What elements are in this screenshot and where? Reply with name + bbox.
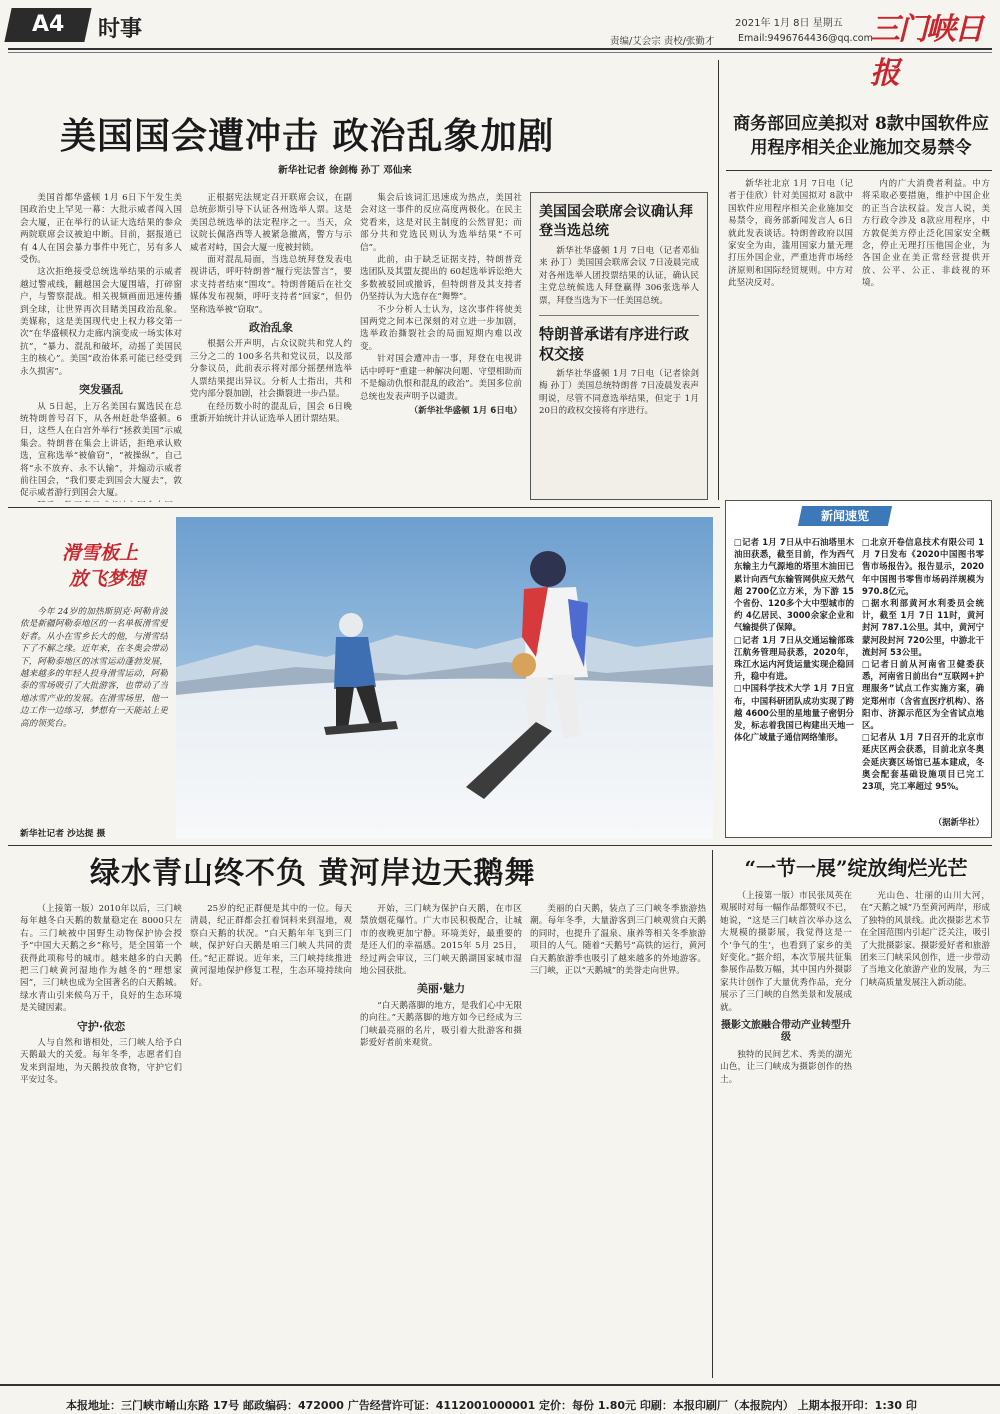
festival-column-1 <box>720 890 852 1374</box>
lead-column-1 <box>20 192 182 502</box>
commerce-column-1: 新华社北京 1月 7日电（记者于佳欣）针对美国拟对 8款中国软件应用程序相关企业施加交易禁令，商务部新闻发言人 6日就此发表谈话。特朗普政府以国家安全为由，滥用国家力量无理打压外国企业，严重违背市场经济原则和国际经贸规则。中方对此坚决反对。 <box>728 179 853 289</box>
paragraph: 开始，三门峡为保护白天鹅，在市区禁放烟花爆竹。广大市民积极配合，让城市的夜晚更加宁静。环境美好，最重要的是还人们的幸福感。2015年 5月 25日，经过两会审议，三门峡天鹅湖国家城市湿地公园获批。 <box>360 904 522 977</box>
paragraph: “白天鹅落脚的地方，是我们心中无限的向往。”天鹅落脚的地方如今已经成为三门峡最亮丽的名片，吸引着大批游客和摄影爱好者前来观赏。 <box>360 1000 522 1049</box>
editors-credit: 责编/艾会宗 责校/张勤才 <box>610 36 715 47</box>
subheading: 摄影文旅融合带动产业转型升级 <box>721 1020 851 1044</box>
column-divider <box>718 60 719 500</box>
swan-column-2 <box>190 903 352 1373</box>
sidebar-headline: 特朗普承诺有序进行政权交接 <box>539 325 690 364</box>
brief-item: □据水利部黄河水利委员会统计，截至 1月 7日 11时，黄河封河 787.1公里。其中，黄河宁蒙河段封河 720公里，中游北干流封河 53公里。 <box>862 598 984 657</box>
paragraph: 面对混乱局面，当选总统拜登发表电视讲话，呼吁特朗普“履行宪法誓言”，要求支持者结束“围攻”。特朗普随后在社交媒体发布视频，呼吁支持者“回家”，但仍坚称选举被“窃取”。 <box>190 255 352 315</box>
paragraph: （上接第一版）市民张凤英在观展时对每一幅作品都赞叹不已，她说，“这是三门峡首次举办这么大规模的摄影展，我觉得这是一个‘争气的生’，也看到了家乡的美好变化。”据介绍，本次节展共征集参展作品数万幅，其中国内外摄影家共计创作了大量优秀作品，充分展示了三门峡的自然美景和发展成就。 <box>720 891 852 1013</box>
lead-byline: 新华社记者 徐剑梅 孙丁 邓仙来 <box>278 165 412 176</box>
festival-column-2 <box>860 890 990 1374</box>
paragraph: 从 5日起，上万名美国右翼选民在总统特朗普号召下，从各州赶赴华盛顿。6日，这些人在白宫外举行“拯救美国”示威集会。特朗普在集会上讲话，拒绝承认败选，宣称选举“被偷窃”，“被操纵”，自己将“永不放弃、永不认输”，并煽动示威者前往国会，“我们要走到国会大厦去”，敦促示威者游行到国会大厦。 <box>20 401 182 499</box>
contact-email: Email:9496764436@qq.com <box>738 33 873 44</box>
paragraph: 独特的民间艺术、秀美的湖光山色，让三门峡成为摄影创作的热土。 <box>720 1049 852 1085</box>
paragraph: 针对国会遭冲击一事，拜登在电视讲话中呼吁“重建一种解决问题、守望相助而不是煽动仇恨和混乱的政治”。美国多位前总统也发表声明予以谴责。 <box>360 354 522 402</box>
feature-title-line: 滑雪板上 <box>61 542 138 564</box>
paragraph: 在经历数小时的混乱后，国会 6日晚重新开始统计并认证选举人团计票结果。 <box>190 401 352 424</box>
section-rule <box>8 845 992 846</box>
brief-item: □北京开卷信息技术有限公司 1月 7日发布《2020中国图书零售市场报告》。报告显示，2020年中国图书零售市场码洋规模为 970.8亿元。 <box>862 537 984 596</box>
feature-title <box>40 540 160 592</box>
swan-column-3 <box>360 903 522 1373</box>
sidebar-box <box>530 192 708 500</box>
commerce-column-2: 内的广大消费者利益。中方将采取必要措施，维护中国企业的正当合法权益。发言人说，美方行政令涉及 8款应用程序，中方敦促美方停止泛化国家安全概念，停止无理打压他国企业，为各国企业在美正常经营提供开放、公平、公正、非歧视的环境。 <box>862 179 990 289</box>
lead-headline: 美国国会遭冲击 政治乱象加剧 <box>60 115 555 157</box>
brief-item: □记者从 1月 7日召开的北京市延庆区两会获悉，目前北京冬奥会延庆赛区场馆已基本建成，冬奥会配套基础设施项目已完工 23项，完工率超过 95%。 <box>862 732 984 792</box>
lead-column-2 <box>190 192 352 502</box>
snowboard-photo-graphic <box>176 517 713 839</box>
swan-headline: 绿水青山终不负 黄河岸边天鹅舞 <box>90 856 536 891</box>
paragraph: 这次拒绝接受总统选举结果的示威者越过警戒线，翻越国会大厦围墙，打碎窗户，与警察混战。相关视频画面迅速传播到全球，让世界再次目睹美国政治乱象。美媒称，这是美国现代史上权力移交第一次“在华盛顿权力走廊内演变成一场实体对抗”，“暴力、混乱和破坏，动摇了美国民主的核心”。美国“政治体系可能已经受到永久损害”。 <box>20 267 182 377</box>
brief-item: □中国科学技术大学 1月 7日宣布，中国科研团队成功实现了跨越 4600公里的星地量子密钥分发，标志着我国已构建出天地一体化广域量子通信网络雏形。 <box>734 683 854 743</box>
subheading: 美丽·魅力 <box>416 982 466 996</box>
subheading: 突发骚乱 <box>79 383 123 397</box>
paragraph: 美丽的白天鹅，装点了三门峡冬季旅游热潮。每年冬季，大量游客到三门峡观赏白天鹅的同时，也提升了温泉、康养等相关冬季旅游项目的人气。随着“天鹅号”高铁的运行，黄河白天鹅旅游季也吸引了越来越多的外地游客。三门峡，正以“天鹅城”的美誉走向世界。 <box>530 904 706 977</box>
newspaper-logo: 三门峡日报 <box>870 12 982 91</box>
section-title: 时事 <box>98 17 143 42</box>
paragraph: 正根据宪法规定召开联席会议，在副总统彭斯引导下认证各州选举人票。这是美国总统选举的法定程序之一。当天，众议院长佩洛西等人被紧急撤离，警方与示威者对峙，国会大厦一度被封锁。 <box>190 193 352 253</box>
feature-caption: 今年 24岁的加热斯别克·阿勒肯波依是新疆阿勒泰地区的一名单板滑雪爱好者。从小在雪乡长大的他，与滑雪结下了不解之缘。近年来，在冬奥会带动下，阿勒泰地区的冰雪运动蓬勃发展，越来越多的年轻人投身滑雪运动，阿勒泰的雪场吸引了大批游客，也带动了当地冰雪产业的发展。在滑雪场里，他一边工作一边练习，梦想有一天能站上更高的领奖台。 <box>20 607 168 729</box>
lead-column-3 <box>360 192 522 502</box>
swan-column-4 <box>530 903 706 1373</box>
paragraph: 集会后该词汇迅速成为热点，美国社会对这一事件的反应高度两极化。在民主党看来，这是对民主制度的公然冒犯；而部分共和党选民则认为选举结果“不可信”。 <box>360 193 522 253</box>
paragraph <box>20 500 182 502</box>
briefs-source: （据新华社） <box>933 817 984 827</box>
section-rule <box>8 507 720 508</box>
sidebar-body: 新华社华盛顿 1月 7日电（记者徐剑梅 孙丁）美国总统特朗普 7日凌晨发表声明说，尽管不同意选举结果，但定于 1月 20日的政权交接将有序进行。 <box>539 369 699 417</box>
sidebar-body: 新华社华盛顿 1月 7日电（记者邓仙来 孙丁）美国国会联席会议 7日凌晨完成对各州选举人团投票结果的认证，确认民主党总统候选人拜登赢得 306张选举人票，拜登当选为下一任美国总统。 <box>539 246 699 306</box>
briefs-title-label: 新闻速览 <box>820 509 869 523</box>
brief-item: □记者 1月 7日从交通运输部珠江航务管理局获悉，2020年，珠江水运内河货运量实现企稳回升，稳中有进。 <box>734 634 854 682</box>
snowboard-photo <box>176 517 713 839</box>
paragraph: 光山色、壮丽的山川大河，在“天鹅之城”乃至黄河两岸，形成了独特的风景线。此次摄影艺术节在全国范围内引起广泛关注，吸引了大批摄影家、摄影爱好者和旅游团来三门峡采风创作，进一步带动了当地文化旅游产业的发展，为三门峡高质量发展注入新动能。 <box>860 891 990 988</box>
briefs-title <box>798 506 892 526</box>
page-number-label: A4 <box>31 12 65 37</box>
header-rule <box>8 48 992 50</box>
festival-headline: “一节一展”绽放绚烂光芒 <box>744 856 968 880</box>
header-rule-thin <box>8 52 992 53</box>
issue-date: 2021年 1月 8日 星期五 <box>735 18 843 29</box>
brief-item: □记者 1月 7日从中石油塔里木油田获悉，截至目前，作为西气东输主力气源地的塔里木油田已累计向西气东输管网供应天然气超 2700亿立方米，为下游 15个省份、120多个大中型城市的约 4亿居民、3000余家企业和气输提供了保障。 <box>734 537 854 633</box>
paragraph: 美国首都华盛顿 1月 6日下午发生美国政治史上罕见一幕：大批示威者闯入国会大厦，正在举行的认证大选结果的参众两院联席会议被迫中断。目前，据报道已有 4人在国会暴力事件中死亡，另有多人受伤。 <box>20 193 182 266</box>
subheading: 守护·依恋 <box>76 1019 126 1033</box>
divider <box>539 315 699 316</box>
footer-imprint: 本报地址：三门峡市崤山东路 17号 邮政编码：472000 广告经营许可证：4112001000001 定价：每份 1.80元 印刷：本报印刷厂（本报院内） 上期本报开印：1:30 印 <box>0 1384 1000 1414</box>
paragraph: （上接第一版）2010年以后，三门峡每年越冬白天鹅的数量稳定在 8000只左右。三门峡被中国野生动物保护协会授予“中国大天鹅之乡”称号，是全国第一个获得此项称号的城市。越来越多的白天鹅把三门峡黄河湿地作为越冬的“理想家园”，三门峡也成为全国著名的白天鹅城。绿水青山引来候鸟万千，良好的生态环境是关键因素。 <box>20 904 182 1014</box>
commerce-rule <box>726 170 992 171</box>
paragraph: 不少分析人士认为，这次事件将使美国两党之间本已深刻的对立进一步加剧，选举政治撕裂社会的局面短期内难以改变。 <box>360 304 522 352</box>
sidebar-headline: 美国国会联席会议确认拜登当选总统 <box>539 204 693 239</box>
source-credit: （新华社华盛顿 1月 6日电） <box>409 405 522 416</box>
commerce-headline: 商务部回应美拟对 8款中国软件应用程序相关企业施加交易禁令 <box>733 114 989 158</box>
photo-credit: 新华社记者 沙达提 摄 <box>20 829 106 839</box>
brief-item: □记者日前从河南省卫健委获悉，河南省日前出台“互联网+护理服务”试点工作实施方案，确定郑州市（含省直医疗机构）、洛阳市、济源示范区为全省试点地区。 <box>862 659 984 731</box>
paragraph: 此前，由于缺乏证据支持，特朗普竞选团队及其盟友提出的 60起选举诉讼绝大多数被驳回或撤诉，但特朗普及其支持者仍坚持认为大选存在“舞弊”。 <box>360 255 522 303</box>
subheading: 政治乱象 <box>249 321 293 335</box>
feature-title-line: 放飞梦想 <box>68 568 145 590</box>
swan-column-1 <box>20 903 182 1373</box>
briefs-column-2 <box>862 536 984 812</box>
paragraph: 人与自然和谐相处，三门峡人给予白天鹅最大的关爱。每年冬季，志愿者们自发来到湿地，为天鹅投放食物，守护它们平安过冬。 <box>20 1038 182 1086</box>
column-divider <box>712 850 713 1378</box>
page-number <box>4 8 91 42</box>
paragraph: 25岁的纪正群便是其中的一位。每天清晨，纪正群都会扛着饲料来到湿地，观察白天鹅的状况。“白天鹅年年飞到三门峡，保护好白天鹅是咱三门峡人共同的责任。”纪正群说。近年来，三门峡持续推进黄河湿地保护修复工程，生态环境持续向好。 <box>190 904 352 989</box>
paragraph: 根据公开声明，占众议院共和党人约三分之二的 100多名共和党议员，以及部分参议员，此前表示将对部分摇摆州选举人票结果提出异议。分析人士指出，共和党内部分裂加剧，社会撕裂进一步凸显。 <box>190 339 352 400</box>
briefs-column-1 <box>734 536 854 826</box>
